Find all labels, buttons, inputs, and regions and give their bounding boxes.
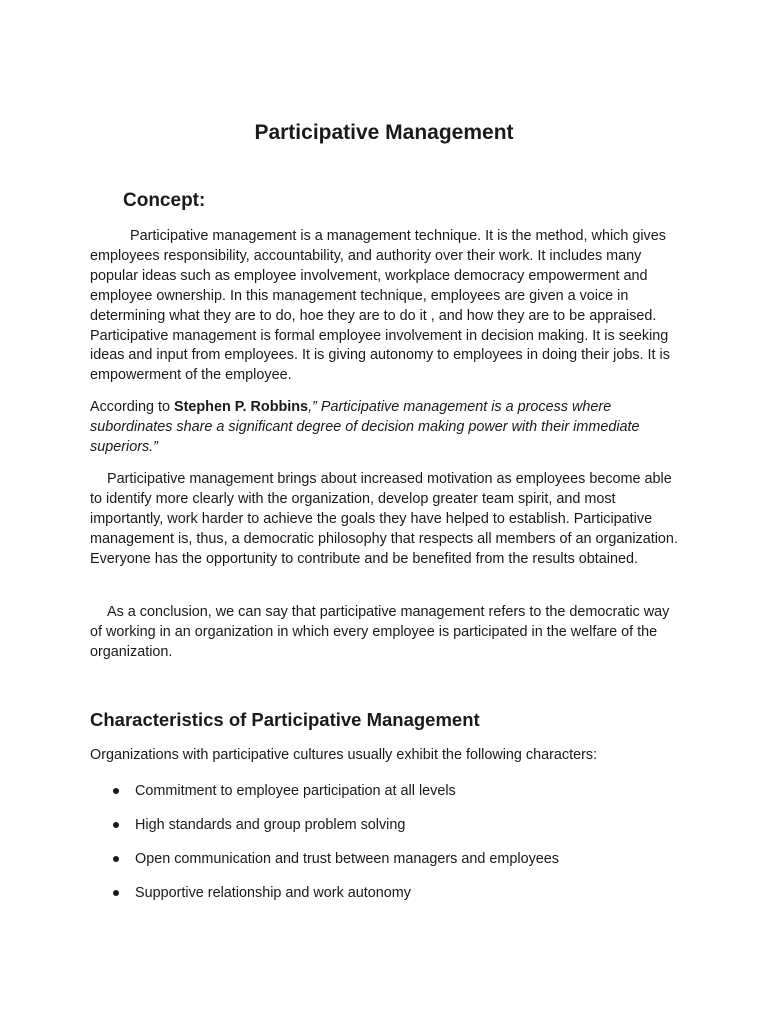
conclusion-paragraph: As a conclusion, we can say that participative management refers to the democratic way of working in an organization in which every employee is participated in the welfare of the organization. bbox=[90, 604, 670, 660]
quote-lead: According to bbox=[90, 399, 174, 415]
characteristics-heading: Characteristics of Participative Management bbox=[90, 709, 480, 730]
page-title: Participative Management bbox=[254, 121, 514, 144]
list-item-text: High standards and group problem solving bbox=[135, 817, 406, 833]
list-item bbox=[113, 781, 559, 815]
quote-text: ,” Participative management is a process where subordinates share a significant degree of decision making power with their immediate superiors.” bbox=[90, 399, 640, 455]
list-item bbox=[113, 815, 559, 849]
motivation-paragraph: Participative management brings about increased motivation as employees become able to identify more clearly with the organization, develop greater team spirit, and most importantly, work harder to achieve the goals they have helped to establish. Participative management is, thus, a democratic philosophy that respects all members of an organization. Everyone has the opportunity to contribute and be benefited from the results obtained. bbox=[90, 471, 678, 567]
bullet-icon bbox=[113, 856, 119, 862]
list-item-text: Commitment to employee participation at all levels bbox=[135, 783, 456, 799]
list-item-text: Open communication and trust between managers and employees bbox=[135, 851, 559, 867]
bullet-icon bbox=[113, 822, 119, 828]
robbins-quote-paragraph bbox=[90, 398, 684, 458]
list-item bbox=[113, 883, 559, 917]
list-item-text: Supportive relationship and work autonomy bbox=[135, 885, 411, 901]
bullet-icon bbox=[113, 890, 119, 896]
characteristics-intro: Organizations with participative cultures usually exhibit the following characters: bbox=[90, 747, 598, 763]
concept-heading: Concept: bbox=[123, 190, 206, 211]
quote-author: Stephen P. Robbins bbox=[174, 399, 309, 415]
bullet-icon bbox=[113, 788, 119, 794]
characteristics-list bbox=[113, 781, 559, 917]
concept-paragraph: Participative management is a management technique. It is the method, which gives employees responsibility, accountability, and authority over their work. It includes many popular ideas such as employee involvement, workplace democracy empowerment and employee ownership. In this management technique, employees are given a voice in determining what they are to do, hoe they are to do it , and how they are to be appraised. Participative management is formal employee involvement in decision making. It is seeking ideas and input from employees. It is giving autonomy to employees in doing their jobs. It is empowerment of the employee. bbox=[90, 228, 670, 384]
list-item bbox=[113, 849, 559, 883]
